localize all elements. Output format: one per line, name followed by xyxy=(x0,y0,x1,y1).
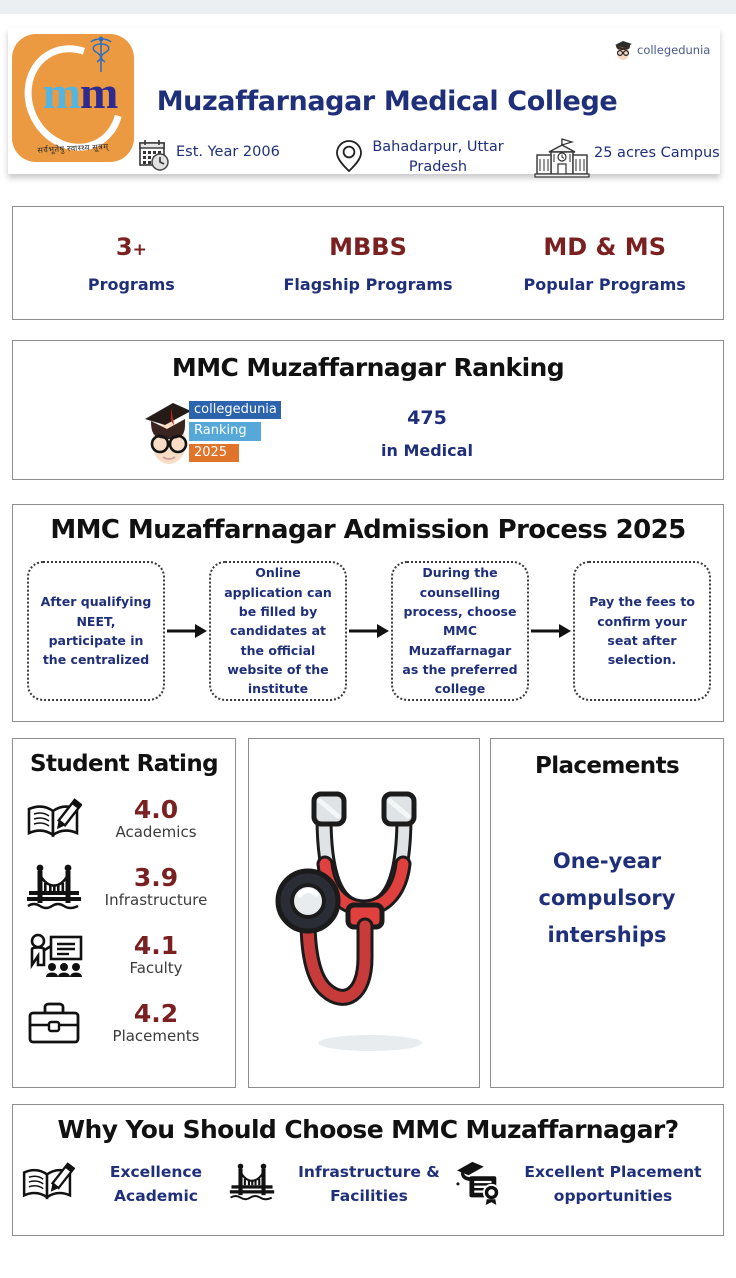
why-label-infrastructure: Infrastructure & Facilities xyxy=(298,1163,440,1205)
rating-text-faculty xyxy=(91,930,221,978)
ranking-number: 475 xyxy=(407,406,447,429)
placements-panel xyxy=(490,738,724,1088)
program-value-2: MD & MS xyxy=(543,232,666,261)
top-strip xyxy=(0,0,736,14)
badge-label-year: 2025 xyxy=(189,444,239,462)
teacher-classroom-icon xyxy=(25,932,83,978)
rating-score-placements: 4.2 xyxy=(133,998,179,1028)
programs-panel xyxy=(12,206,724,320)
meta-established-label: Est. Year 2006 xyxy=(176,144,280,160)
rating-label-placements: Placements xyxy=(112,1027,200,1046)
logo-letters xyxy=(38,67,122,118)
step-arrow-0 xyxy=(165,622,209,640)
ranking-panel xyxy=(12,340,724,480)
program-cell-2 xyxy=(486,233,723,294)
rating-row-infrastructure xyxy=(13,853,235,921)
briefcase-icon xyxy=(25,1001,83,1045)
bridge-icon xyxy=(25,863,83,911)
why-label-academics: Excellence Academic xyxy=(109,1163,203,1205)
book-pencil-icon xyxy=(25,797,83,841)
meta-location-label: Bahadarpur, Uttar Pradesh xyxy=(372,139,504,175)
step-arrow-2 xyxy=(529,622,573,640)
why-item-academics xyxy=(21,1161,229,1208)
collegedunia-watermark xyxy=(612,38,720,62)
rating-text-placements xyxy=(91,998,221,1046)
college-logo xyxy=(12,34,134,162)
meta-location xyxy=(334,136,534,179)
program-value-0: 3+ xyxy=(115,232,147,261)
stethoscope-illustration xyxy=(266,768,462,1058)
admission-steps xyxy=(27,561,711,701)
graduation-certificate-icon xyxy=(455,1159,505,1210)
program-label-2: Popular Programs xyxy=(523,274,686,294)
program-cell-1 xyxy=(250,233,487,294)
rating-row-placements xyxy=(13,989,235,1057)
campus-building-icon xyxy=(534,138,590,183)
illustration-panel xyxy=(248,738,480,1088)
ranking-category: in Medical xyxy=(381,440,473,460)
admission-step-0 xyxy=(27,561,165,701)
rating-text-academics xyxy=(91,794,221,842)
why-item-placement xyxy=(455,1159,713,1210)
admission-step-text-2: During the counselling process, choose MMC Muzaffarnagar as the preferred college xyxy=(402,565,518,697)
rating-score-faculty: 4.1 xyxy=(133,930,179,960)
rating-label-academics: Academics xyxy=(115,823,197,842)
placements-text: One-year compulsory interships xyxy=(538,849,676,947)
meta-campus-label: 25 acres Campus xyxy=(594,145,720,161)
program-label-0: Programs xyxy=(87,274,175,294)
ranking-body xyxy=(13,397,723,469)
location-pin-icon xyxy=(334,138,364,179)
book-pencil-icon xyxy=(21,1161,75,1208)
program-value-1: MBBS xyxy=(329,232,407,261)
badge-label-brand: collegedunia xyxy=(189,401,281,419)
collegedunia-face-icon xyxy=(141,397,193,469)
why-label-placement: Excellent Placement opportunities xyxy=(524,1163,702,1205)
step-arrow-1 xyxy=(347,622,391,640)
student-rating-panel xyxy=(12,738,236,1088)
why-item-infrastructure xyxy=(229,1161,455,1208)
meta-campus xyxy=(534,136,720,183)
rating-row-academics xyxy=(13,785,235,853)
admission-step-3 xyxy=(573,561,711,701)
logo-hindi-text: सर्वभूतेषु स्वास्थ्य सूत्रम् xyxy=(37,142,109,155)
admission-step-text-0: After qualifying NEET, participate in the centralized xyxy=(40,594,152,668)
student-rating-list xyxy=(13,785,235,1057)
calendar-clock-icon xyxy=(138,138,172,177)
program-label-1: Flagship Programs xyxy=(283,274,453,294)
admission-step-text-3: Pay the fees to confirm your seat after selection. xyxy=(589,594,695,668)
why-choose-items xyxy=(21,1159,717,1210)
badge-label-ranking: Ranking xyxy=(189,422,261,440)
header-meta-row xyxy=(138,136,720,183)
why-choose-title: Why You Should Choose MMC Muzaffarnagar? xyxy=(57,1115,679,1144)
rating-score-infrastructure: 3.9 xyxy=(133,862,179,892)
logo-letter-dark: m xyxy=(80,67,118,118)
rating-score-academics: 4.0 xyxy=(133,794,179,824)
admission-title: MMC Muzaffarnagar Admission Process 2025 xyxy=(50,515,686,545)
ranking-title: MMC Muzaffarnagar Ranking xyxy=(171,353,565,382)
collegedunia-watermark-label: collegedunia xyxy=(637,43,711,57)
admission-step-1 xyxy=(209,561,347,701)
admission-step-2 xyxy=(391,561,529,701)
program-cell-0 xyxy=(13,233,250,294)
why-choose-panel xyxy=(12,1104,724,1236)
rating-text-infrastructure xyxy=(91,862,221,910)
rating-label-infrastructure: Infrastructure xyxy=(104,891,208,910)
bridge-icon xyxy=(229,1161,275,1208)
placements-title: Placements xyxy=(534,753,680,779)
admission-panel xyxy=(12,504,724,722)
header-card xyxy=(8,28,720,174)
collegedunia-face-icon xyxy=(612,38,634,62)
rating-label-faculty: Faculty xyxy=(129,959,183,978)
logo-letter-light: m xyxy=(42,67,80,118)
badge-labels xyxy=(189,401,281,462)
collegedunia-ranking-badge xyxy=(141,397,281,469)
page-title: Muzaffarnagar Medical College xyxy=(156,86,618,117)
admission-step-text-1: Online application can be filled by candidates at the official website of the institute xyxy=(224,565,332,697)
rating-row-faculty xyxy=(13,921,235,989)
student-rating-title: Student Rating xyxy=(30,751,218,777)
ranking-values xyxy=(381,407,473,460)
meta-established xyxy=(138,136,334,177)
